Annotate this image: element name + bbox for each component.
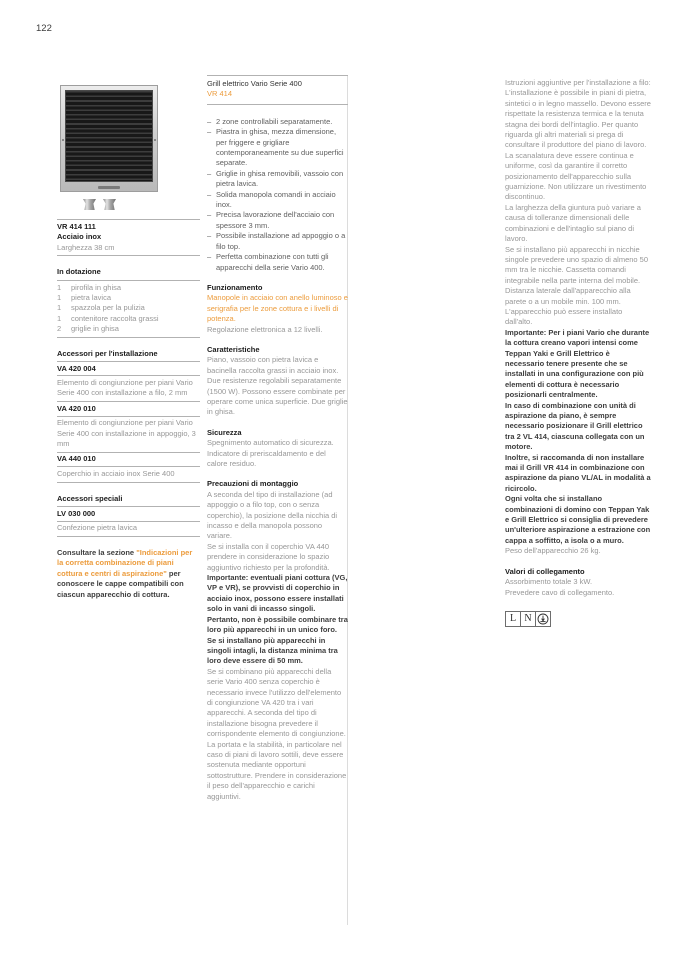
item-label: spazzola per la pulizia bbox=[71, 303, 145, 313]
accessory-desc: Elemento di congiunzione per piani Vario Serie 400 con installazione a filo, 2 mm bbox=[57, 376, 200, 402]
neutral-terminal-label: N bbox=[520, 611, 536, 627]
important-text: Importante: eventuali piani cottura (VG, VP e VR), se provvisti di coperchio in acciaio inox, possono essere installati solo in vani di incasso singoli. Pertanto, non è possibile combinare tra loro più apparecchi in un unico foro. Se si installano più apparecchi in singoli intagli, la distanza minima tra loro deve essere di 50 mm. bbox=[207, 573, 348, 666]
feature-item: – Perfetta combinazione con tutti gli apparecchi della serie Vario 400. bbox=[207, 252, 348, 273]
feature-item: – Possibile installazione ad appoggio o a filo top. bbox=[207, 231, 348, 252]
feature-item: – Solida manopola comandi in acciaio inox. bbox=[207, 190, 348, 211]
item-qty: 1 bbox=[57, 293, 62, 303]
product-width: Larghezza 38 cm bbox=[57, 243, 200, 256]
body-text: Se si combinano più apparecchi della serie Vario 400 senza coperchio è necessario invece l'utilizzo dell'elemento di congiunzione VA 420 tra i vari apparecchi. A seconda del tipo di installazione bisogna prevedere il corrispondente elemento di congiunzione. bbox=[207, 666, 346, 739]
weight-note: Peso dell'apparecchio 26 kg. bbox=[505, 546, 601, 556]
important-text: Ogni volta che si installano combinazioni di domino con Teppan Yak e Grill Elettrico si consiglia di prevedere un'ulteriore aspirazione a estrazione con cappa a soffitto, a isola o a muro. bbox=[505, 494, 651, 545]
knob-icon bbox=[103, 199, 116, 210]
grill-appliance-photo bbox=[60, 85, 158, 192]
item-label: griglie in ghisa bbox=[71, 324, 119, 334]
note-prefix: Consultare la sezione bbox=[57, 547, 137, 557]
screw-icon bbox=[154, 139, 156, 141]
section-title: Accessori speciali bbox=[57, 494, 200, 507]
install-note: Distanza laterale dall'apparecchio alla parete o a un mobile min. 100 mm. bbox=[505, 286, 631, 306]
install-note: La larghezza della giuntura può variare a causa di tolleranze dimensionali delle combinazioni e dell'intaglio sul piano di lavoro. bbox=[505, 202, 641, 244]
left-column bbox=[57, 85, 200, 600]
feature-item: – Griglie in ghisa removibili, vassoio con pietra lavica. bbox=[207, 169, 348, 190]
valori-collegamento-section bbox=[505, 567, 651, 598]
accessory-code: LV 030 000 bbox=[57, 507, 200, 521]
accessory-desc: Confezione pietra lavica bbox=[57, 522, 200, 537]
important-text: In caso di combinazione con unità di aspirazione da piano, è sempre necessario posizionare il Grill elettrico tra 2 VL 414, ciascuna collegata con un motore. bbox=[505, 400, 645, 452]
knob-icon bbox=[83, 199, 96, 210]
install-note: La scanalatura deve essere continua e uniforme, così da garantire il corretto posizionamento dell'apparecchio sulla guarnizione. Non utilizzare un rivestimento discontinuo. bbox=[505, 150, 647, 202]
highlight-text: Manopole in acciaio con anello luminoso e serigrafia per le zone cottura e i livelli di potenza. bbox=[207, 293, 348, 324]
body-text: Spegnimento automatico di sicurezza. Indicatore di preriscaldamento e del calore residuo. bbox=[207, 438, 334, 468]
feature-list bbox=[207, 117, 348, 273]
sicurezza-section bbox=[207, 428, 348, 470]
list-item bbox=[57, 293, 200, 303]
accessory-code: VA 420 010 bbox=[57, 402, 200, 416]
install-note: Istruzioni aggiuntive per l'installazione a filo: bbox=[505, 78, 651, 87]
feature-item: – Precisa lavorazione dell'acciaio con spessore 3 mm. bbox=[207, 210, 348, 231]
section-title: Accessori per l'installazione bbox=[57, 349, 200, 362]
funzionamento-section bbox=[207, 283, 348, 335]
body-text: Se si installa con il coperchio VA 440 prendere in considerazione lo spazio aggiuntivo richiesto per la profondità. bbox=[207, 541, 330, 572]
accessori-installazione-section bbox=[57, 349, 200, 483]
body-text: A seconda del tipo di installazione (ad appoggio o a filo top, con o senza coperchio), la posizione della nicchia di incasso e della manopola possono variare. bbox=[207, 489, 338, 541]
item-qty: 1 bbox=[57, 313, 62, 323]
right-column bbox=[505, 78, 651, 627]
earth-ground-icon bbox=[535, 611, 551, 627]
screw-icon bbox=[62, 139, 64, 141]
important-text: Inoltre, si raccomanda di non installare mai il Grill VR 414 in combinazione con aspirazione da piano VL/AL in modalità a ricircolo. bbox=[505, 452, 651, 493]
grill-grate-surface bbox=[65, 90, 153, 182]
list-item bbox=[57, 324, 200, 337]
page-number: 122 bbox=[36, 23, 52, 34]
middle-column bbox=[207, 75, 348, 812]
body-text: Piano, vassoio con pietra lavica e bacinella raccolta grassi in acciaio inox. Due resistenze regolabili separatamente (1500 W). Possono essere combinate per operare come unica superficie. Due griglie in ghisa. bbox=[207, 355, 348, 417]
caratteristiche-section bbox=[207, 345, 348, 418]
body-text: La portata e la stabilità, in particolare nel caso di piani di lavoro sottili, deve essere sostenuta mediante opportuni sottostrutture. Prendere in considerazione il peso dell'apparecchio e carichi aggiuntivi. bbox=[207, 739, 347, 801]
body-text: Assorbimento totale 3 kW. bbox=[505, 577, 593, 587]
section-title: Funzionamento bbox=[207, 282, 263, 292]
body-text: Prevedere cavo di collegamento. bbox=[505, 587, 615, 597]
series-title: Grill elettrico Vario Serie 400 bbox=[207, 79, 302, 88]
precauzioni-section bbox=[207, 479, 348, 802]
feature-item: – Piastra in ghisa, mezza dimensione, per friggere e grigliare contemporaneamente su due superfici separate. bbox=[207, 127, 348, 169]
product-image bbox=[57, 85, 200, 210]
item-qty: 1 bbox=[57, 282, 62, 292]
feature-item: – 2 zone controllabili separatamente. bbox=[207, 117, 348, 127]
line-terminal-label: L bbox=[505, 611, 521, 627]
install-note: L'installazione è possibile in piani di pietra, sintetici o in legno massello. Devono essere rispettate la resistenza termica e la tenuta stagna dei bordi dell'intaglio. Per quanto riguarda gli altri materiali si prega di consultare il produttore del piano di lavoro. bbox=[505, 88, 651, 150]
product-header bbox=[207, 75, 348, 105]
item-label: contenitore raccolta grassi bbox=[71, 313, 159, 323]
brand-logo-mark bbox=[98, 186, 120, 189]
section-title: Sicurezza bbox=[207, 427, 242, 437]
in-dotazione-section bbox=[57, 267, 200, 337]
install-note: Se si installano più apparecchi in nicchie singole prevedere uno spazio di almeno 50 mm tra le nicchie. Cassetta comandi integrabile nella parte interna del mobile. bbox=[505, 244, 649, 285]
cross-reference-note bbox=[57, 548, 200, 600]
accessori-speciali-section bbox=[57, 494, 200, 537]
section-reference-link[interactable]: "Indicazioni per la corretta combinazione di piani cottura e centri di aspirazione" bbox=[57, 547, 193, 578]
connection-symbols bbox=[505, 611, 651, 627]
section-title: Caratteristiche bbox=[207, 344, 260, 354]
accessory-desc: Elemento di congiunzione per piani Vario Serie 400 con installazione in appoggio, 3 mm bbox=[57, 417, 200, 453]
install-note: L'apparecchio può essere installato dall'alto. bbox=[505, 306, 623, 327]
accessory-code: VA 420 004 bbox=[57, 362, 200, 376]
list-item bbox=[57, 314, 200, 324]
product-code: VR 414 111 bbox=[57, 222, 96, 231]
item-label: pietra lavica bbox=[71, 293, 112, 303]
control-knobs bbox=[83, 199, 200, 210]
product-info bbox=[57, 219, 200, 256]
accessory-code: VA 440 010 bbox=[57, 453, 200, 467]
accessory-desc: Coperchio in acciaio inox Serie 400 bbox=[57, 467, 200, 482]
section-title: Valori di collegamento bbox=[505, 566, 585, 576]
item-qty: 2 bbox=[57, 324, 62, 334]
section-title: Precauzioni di montaggio bbox=[207, 479, 299, 489]
note-suffix: per conoscere le cappe compatibili con ciascun apparecchio di cottura. bbox=[57, 568, 184, 599]
list-item bbox=[57, 303, 200, 313]
item-qty: 1 bbox=[57, 303, 62, 313]
section-title: In dotazione bbox=[57, 267, 200, 280]
body-text: Regolazione elettronica a 12 livelli. bbox=[207, 324, 323, 334]
item-label: pirofila in ghisa bbox=[71, 282, 122, 292]
product-finish: Acciaio inox bbox=[57, 232, 102, 242]
list-item bbox=[57, 281, 200, 293]
model-number: VR 414 bbox=[207, 89, 233, 99]
important-text: Importante: Per i piani Vario che durante la cottura creano vapori intensi come Teppan Yaki e Grill Elettrico è necessario tenere presente che se installati in una configurazione con più elementi di cottura è necessario posizionarli centralmente. bbox=[505, 327, 650, 400]
